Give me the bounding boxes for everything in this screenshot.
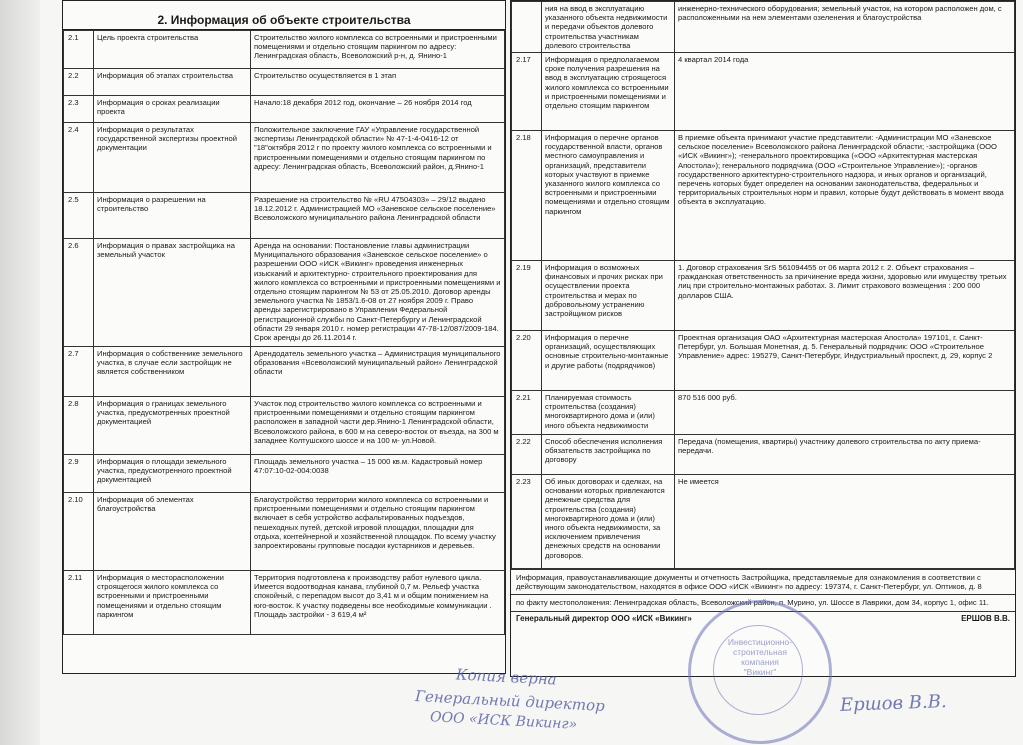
stamp-line: строительная (732, 647, 787, 657)
table-row (64, 571, 505, 635)
row-number: 2.22 (512, 435, 542, 475)
section-title: 2. Информация об объекте строительства (63, 11, 505, 30)
right-table (511, 1, 1015, 569)
document-sheet (58, 0, 1018, 690)
row-label: Информация о перечне организаций, осуществляющих основные строительно-монтажные и другие работы (подрядчиков) (542, 331, 675, 391)
table-row (512, 131, 1015, 261)
row-number: 2.6 (64, 239, 94, 347)
handwritten-certification-1: Копия верна (455, 665, 558, 689)
row-label: Информация о правах застройщика на земельный участок (94, 239, 251, 347)
row-value: Не имеется (675, 475, 1015, 569)
row-label: ния на ввод в эксплуатацию указанного объекта недвижимости и передачи объектов долевого строительства участникам долевого строительства (542, 2, 675, 53)
row-number: 2.3 (64, 96, 94, 123)
row-number: 2.7 (64, 347, 94, 397)
signer-title: Генеральный директор ООО «ИСК «Викинг» (516, 613, 692, 623)
row-value: Разрешение на строительство № «RU 47504303» – 29/12 выдано 18.12.2012 г. Администрацией МО «Заневское сельское поселение» Всеволожского муниципального района Ленинградской области (251, 193, 505, 239)
row-label: Информация о предполагаемом сроке получения разрешения на ввод в эксплуатацию строящегося жилого комплекса со встроенными и пристроенными помещениями и отдельно стоящим паркингом (542, 53, 675, 131)
row-label: Информация о возможных финансовых и прочих рисках при осуществлении проекта строительства и мерах по добровольному устранению застройщиком рисков (542, 261, 675, 331)
table-row (64, 397, 505, 455)
row-number: 2.1 (64, 31, 94, 69)
table-row (512, 331, 1015, 391)
row-value: инженерно-технического оборудования; земельный участок, на котором расположен дом, с расположенными на нем элементами озеленения и благоустройства (675, 2, 1015, 53)
table-row (512, 2, 1015, 53)
row-label: Информация об этапах строительства (94, 69, 251, 96)
right-column (510, 0, 1016, 677)
table-row (64, 347, 505, 397)
row-value: В приемке объекта принимают участие представители: -Администрации МО «Заневское сельское поселение» Всеволожского района Ленинградской области; -застройщика (ООО «ИСК «Викинг»); -генерального проектировщика («ООО «Архитектурная мастерская Апостола»); генерального подрядчика (ООО «Строительное Управление»); -органов государственного архитектурно-строительного надзора, и иных органов и организаций, перечень которых будет определен на основании законодательства, федеральных и территориальных строительных норм и правил, которые будут действовать в момент ввода объекта в эксплуатацию. (675, 131, 1015, 261)
row-value: Площадь земельного участка – 15 000 кв.м. Кадастровый номер 47:07:10-02-004:0038 (251, 455, 505, 493)
row-label: Информация о границах земельного участка, предусмотренных проектной документацией (94, 397, 251, 455)
row-value: Арендодатель земельного участка – Администрация муниципального образования «Всеволожский муниципальный район» Ленинградской области (251, 347, 505, 397)
signer-name: ЕРШОВ В.В. (961, 613, 1010, 623)
footer-info: Информация, правоустанавливающие документы и отчетность Застройщика, представляемые для ознакомления в соответствии с действующим законодательством, находятся в офисе ООО «ИСК «Викинг» по адресу: 197374, г. Санкт-Петербург, ул. Оптиков, д. 8 (511, 569, 1015, 594)
row-label: Способ обеспечения исполнения обязательств застройщика по договору (542, 435, 675, 475)
row-value: 1. Договор страхования SrS 561094455 от 06 марта 2012 г. 2. Объект страхования – гражданская ответственность за причинение вреда жизни, здоровью или имуществу третьих лиц при строительно-монтажных работах. 3. Лимит страхового возмещения : 200 000 долларов США. (675, 261, 1015, 331)
footer-address: по факту местоположения: Ленинградская область, Всеволожский район, п. Мурино, ул. Шоссе в Лаврики, дом 34, корпус 1, офис 11. (511, 594, 1015, 610)
row-value: Начало:18 декабря 2012 год, окончание – 26 ноября 2014 год (251, 96, 505, 123)
row-number: 2.2 (64, 69, 94, 96)
row-value: Передача (помещения, квартиры) участнику долевого строительства по акту приема-передачи. (675, 435, 1015, 475)
table-row (64, 31, 505, 69)
table-row (512, 435, 1015, 475)
row-number: 2.18 (512, 131, 542, 261)
table-row (512, 53, 1015, 131)
row-number: 2.8 (64, 397, 94, 455)
stamp-line: "Викинг" (743, 667, 777, 677)
row-label: Информация о сроках реализации проекта (94, 96, 251, 123)
row-value: 870 516 000 руб. (675, 391, 1015, 435)
row-value: 4 квартал 2014 года (675, 53, 1015, 131)
table-row (64, 123, 505, 193)
row-number (512, 2, 542, 53)
row-label: Информация о результатах государственной экспертизы проектной документации (94, 123, 251, 193)
table-row (64, 239, 505, 347)
row-value: Строительство осуществляется в 1 этап (251, 69, 505, 96)
row-value: Участок под строительство жилого комплекса со встроенными и пристроенными помещениями и отдельно стоящим паркингом расположен в западной части дер.Янино-1 Ленинградской области, Всеволожского района, в 600 м на северо-восток от въезда, на 300 м западнее Колтушского шоссе и на 100 м- ул.Новой. (251, 397, 505, 455)
stamp-line: Инвестиционно- (727, 637, 793, 647)
row-number: 2.9 (64, 455, 94, 493)
handwritten-signature: Ершов В.В. (839, 691, 947, 716)
row-number: 2.5 (64, 193, 94, 239)
table-row (64, 96, 505, 123)
row-number: 2.23 (512, 475, 542, 569)
row-value: Положительное заключение ГАУ «Управление государственной экспертизы Ленинградской области» № 47-1-4-0416-12 от "18"октября 2012 г по проекту жилого комплекса со встроенными и пристроенными помещениями и отдельно стоящим паркингом по адресу: Ленинградская область, Всеволожский район, д.Янино-1 (251, 123, 505, 193)
row-label: Информация о месторасположении строящегося жилого комплекса со встроенными и пристроенными помещениями и отдельно стоящим паркингом (94, 571, 251, 635)
stamp-text (691, 637, 829, 677)
row-label: Цель проекта строительства (94, 31, 251, 69)
table-row (512, 475, 1015, 569)
row-number: 2.17 (512, 53, 542, 131)
row-number: 2.11 (64, 571, 94, 635)
handwritten-certification-2: Генеральный директор (414, 687, 606, 715)
left-table (63, 30, 505, 635)
company-stamp (688, 600, 832, 744)
row-value: Проектная организация ОАО «Архитектурная мастерская Апостола» 197101, г. Санкт-Петербург, ул. Большая Монетная, д. 5. Генеральный подрядчик: ООО «Строительное Управление» адрес: 195279, Санкт-Петербург, Индустриальный проспект, д. 29, корпус 2 (675, 331, 1015, 391)
row-label: Об иных договорах и сделках, на основании которых привлекаются денежные средства для строительства (создания) многоквартирного дома и (или) иного объекта недвижимости, за исключением привлечения денежных средств на основании договоров. (542, 475, 675, 569)
row-label: Информация о разрешении на строительство (94, 193, 251, 239)
row-number: 2.21 (512, 391, 542, 435)
table-row (64, 69, 505, 96)
row-value: Благоустройство территории жилого комплекса со встроенными и пристроенными помещениями и отдельно стоящим паркингом включает в себя устройство асфальтированных подъездов, пешеходных путей, детской игровой площадки, площадки для отдыха, контейнерной и хозяйственной площадок. По всему участку запроектированы групповые посадки кустарников и деревьев. (251, 493, 505, 571)
handwritten-certification-3: ООО «ИСК Викинг» (429, 709, 578, 733)
row-number: 2.20 (512, 331, 542, 391)
table-row (64, 193, 505, 239)
row-number: 2.4 (64, 123, 94, 193)
row-value: Аренда на основании: Постановление главы администрации Муниципального образования «Заневское сельское поселение» о разрешении ООО «ИСК «Викинг» проведения инженерных изысканий и архитектурно- строительного проектирования для жилого комплекса со встроенными и пристроенными помещениями и отдельно стоящим паркингом № 53 от 25.05.2010. Договор аренды земельного участка № 1853/1.6-08 от 27 ноября 2009 г. Право аренды зарегистрировано в Управлении Федеральной регистрационной службы по Санкт-Петербургу и Ленинградской области 29 января 2010 г. номер регистрации 47-78-12/087/2009-184. Срок аренды до 26.11.2014 г. (251, 239, 505, 347)
table-row (64, 493, 505, 571)
row-label: Планируемая стоимость строительства (создания) многоквартирного дома и (или) иного объекта недвижимости (542, 391, 675, 435)
row-number: 2.19 (512, 261, 542, 331)
table-row (64, 455, 505, 493)
table-row (512, 391, 1015, 435)
row-label: Информация о площади земельного участка, предусмотренного проектной документацией (94, 455, 251, 493)
row-number: 2.10 (64, 493, 94, 571)
stamp-line: компания (741, 657, 779, 667)
left-column (62, 0, 506, 674)
page-edge (0, 0, 40, 745)
row-value: Строительство жилого комплекса со встроенными и пристроенными помещениями и отдельно стоящим паркингом по адресу: Ленинградская область, Всеволожский р-н, д. Янино-1 (251, 31, 505, 69)
row-value: Территория подготовлена к производству работ нулевого цикла. Имеется водоотводная канава, глубиной 0,7 м. Рельеф участка спокойный, с перепадом высот до 3,41 м и общим понижением на юго-восток. К участку подведены все необходимые коммуникации . Площадь застройки - 3 619,4 м² (251, 571, 505, 635)
row-label: Информация о перечне органов государственной власти, органов местного самоуправления и организаций, представители которых участвуют в приемке указанного жилого комплекса со встроенными и пристроенными помещениями и отдельно стоящим паркингом (542, 131, 675, 261)
row-label: Информация о собственнике земельного участка, в случае если застройщик не является собственником (94, 347, 251, 397)
table-row (512, 261, 1015, 331)
row-label: Информация об элементах благоустройства (94, 493, 251, 571)
